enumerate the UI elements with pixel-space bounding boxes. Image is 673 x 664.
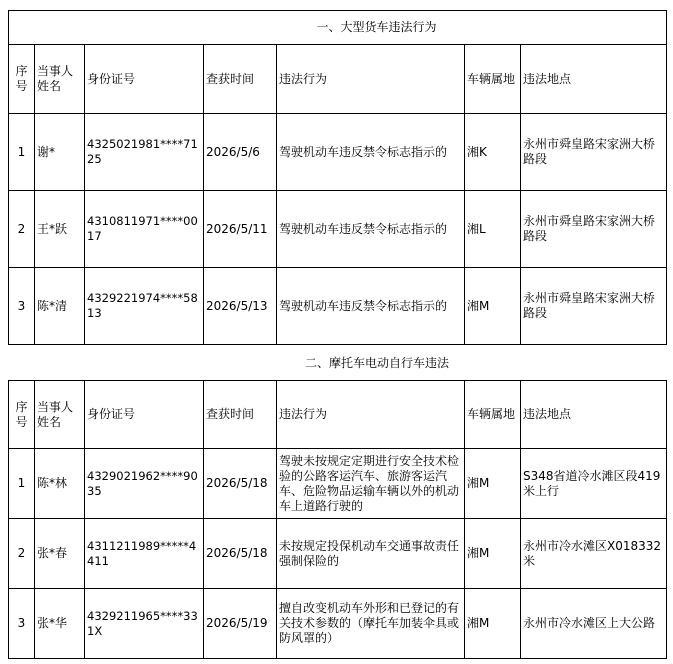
cell-name: 陈*清 bbox=[35, 268, 85, 345]
cell-no: 1 bbox=[9, 114, 35, 191]
cell-region: 湘K bbox=[465, 114, 521, 191]
cell-region: 湘M bbox=[465, 519, 521, 589]
cell-id: 4325021981****7125 bbox=[85, 114, 204, 191]
table-row bbox=[9, 268, 667, 345]
cell-place: 永州市冷水滩区上大公路 bbox=[521, 589, 667, 659]
header-name: 当事人姓名 bbox=[35, 45, 85, 114]
header-date: 查获时间 bbox=[204, 381, 277, 449]
cell-region: 湘M bbox=[465, 449, 521, 519]
cell-violation: 驾驶未按规定定期进行安全技术检验的公路客运汽车、旅游客运汽车、危险物品运输车辆以外的机动车上道路行驶的 bbox=[277, 449, 465, 519]
header-no: 序号 bbox=[9, 45, 35, 114]
table-row bbox=[9, 114, 667, 191]
section1-table bbox=[8, 10, 667, 345]
cell-name: 张*春 bbox=[35, 519, 85, 589]
header-no: 序号 bbox=[9, 381, 35, 449]
section2-title: 二、摩托车电动自行车违法 bbox=[304, 356, 449, 370]
cell-id: 4310811971****0017 bbox=[85, 191, 204, 268]
table-row bbox=[9, 191, 667, 268]
table-row bbox=[9, 449, 667, 519]
cell-id: 4329221974****5813 bbox=[85, 268, 204, 345]
cell-no: 3 bbox=[9, 589, 35, 659]
cell-date: 2026/5/11 bbox=[204, 191, 277, 268]
cell-id: 4311211989*****4411 bbox=[85, 519, 204, 589]
section2-table bbox=[8, 380, 667, 659]
cell-no: 2 bbox=[9, 191, 35, 268]
cell-place: 永州市舜皇路宋家洲大桥路段 bbox=[521, 114, 667, 191]
cell-date: 2026/5/18 bbox=[204, 449, 277, 519]
header-id: 身份证号 bbox=[85, 45, 204, 114]
cell-violation: 擅自改变机动车外形和已登记的有关技术参数的（摩托车加装伞具或防风罩的） bbox=[277, 589, 465, 659]
header-row bbox=[9, 45, 667, 114]
header-region: 车辆属地 bbox=[465, 45, 521, 114]
cell-name: 王*跃 bbox=[35, 191, 85, 268]
cell-no: 2 bbox=[9, 519, 35, 589]
cell-id: 4329021962****9035 bbox=[85, 449, 204, 519]
header-id: 身份证号 bbox=[85, 381, 204, 449]
cell-violation: 驾驶机动车违反禁令标志指示的 bbox=[277, 114, 465, 191]
cell-violation: 驾驶机动车违反禁令标志指示的 bbox=[277, 191, 465, 268]
cell-violation: 未按规定投保机动车交通事故责任强制保险的 bbox=[277, 519, 465, 589]
table-row bbox=[9, 519, 667, 589]
cell-date: 2026/5/19 bbox=[204, 589, 277, 659]
cell-no: 1 bbox=[9, 449, 35, 519]
cell-date: 2026/5/6 bbox=[204, 114, 277, 191]
cell-name: 张*华 bbox=[35, 589, 85, 659]
cell-place: 永州市舜皇路宋家洲大桥路段 bbox=[521, 191, 667, 268]
cell-id: 4329211965****331X bbox=[85, 589, 204, 659]
cell-date: 2026/5/18 bbox=[204, 519, 277, 589]
cell-place: 永州市舜皇路宋家洲大桥路段 bbox=[521, 268, 667, 345]
header-place: 违法地点 bbox=[521, 381, 667, 449]
header-violation: 违法行为 bbox=[277, 45, 465, 114]
header-date: 查获时间 bbox=[204, 45, 277, 114]
header-name: 当事人姓名 bbox=[35, 381, 85, 449]
cell-region: 湘M bbox=[465, 268, 521, 345]
header-region: 车辆属地 bbox=[465, 381, 521, 449]
cell-no: 3 bbox=[9, 268, 35, 345]
cell-region: 湘L bbox=[465, 191, 521, 268]
table-row bbox=[9, 589, 667, 659]
cell-place: 永州市冷水滩区X018332米 bbox=[521, 519, 667, 589]
header-row bbox=[9, 381, 667, 449]
section1-title: 一、大型货车违法行为 bbox=[9, 11, 667, 45]
header-violation: 违法行为 bbox=[277, 381, 465, 449]
header-place: 违法地点 bbox=[521, 45, 667, 114]
cell-violation: 驾驶机动车违反禁令标志指示的 bbox=[277, 268, 465, 345]
cell-date: 2026/5/13 bbox=[204, 268, 277, 345]
cell-region: 湘M bbox=[465, 589, 521, 659]
cell-place: S348省道冷水滩区段419米上行 bbox=[521, 449, 667, 519]
cell-name: 谢* bbox=[35, 114, 85, 191]
cell-name: 陈*林 bbox=[35, 449, 85, 519]
